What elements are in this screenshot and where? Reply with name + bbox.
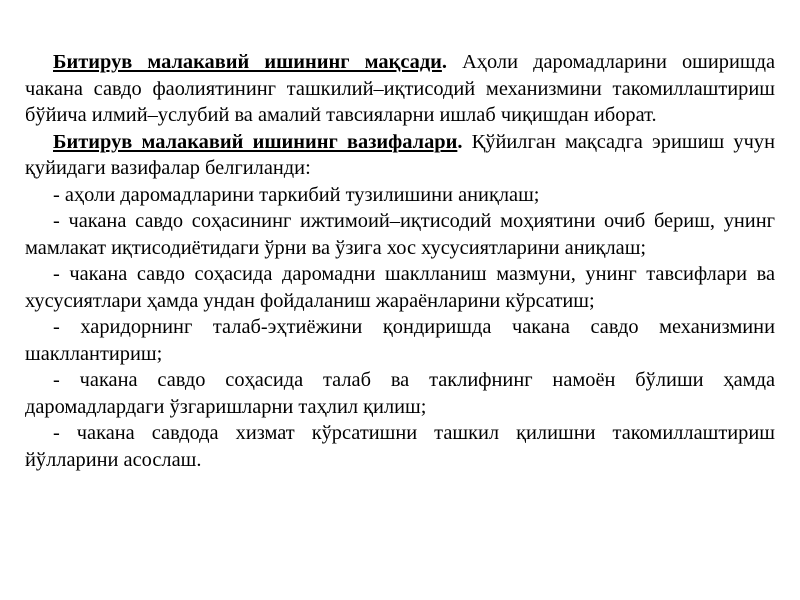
task-item: - чакана савдо соҳасининг ижтимоий–иқтисодий моҳиятини очиб бериш, унинг мамлакат иқтисодиётидаги ўрни ва ўзига хос хусусиятларини аниқлаш; bbox=[25, 210, 775, 259]
purpose-text: Аҳоли даромадларини оширишда чакана савдо фаолиятининг ташкилий–иқтисодий механизмини такомиллаштириш бўйича илмий–услубий ва амалий тавсияларни ишлаб чиқишдан иборат. bbox=[25, 51, 775, 126]
task-item: - чакана савдо соҳасида даромадни шаклланиш мазмуни, унинг тавсифлари ва хусусиятлари ҳамда ундан фойдаланиш жараёнларини кўрсатиш; bbox=[25, 263, 775, 312]
tasks-text: Қўйилган мақсадга эришиш учун қуйидаги вазифалар белгиланди: bbox=[25, 130, 775, 179]
tasks-heading: Битирув малакавий ишининг вазифалари bbox=[53, 130, 458, 153]
document-page bbox=[25, 49, 775, 473]
task-item: - чакана савдода хизмат кўрсатишни ташкил қилишни такомиллаштириш йўлларини асослаш. bbox=[25, 422, 775, 471]
purpose-paragraph bbox=[25, 49, 775, 129]
tasks-heading-period: . bbox=[457, 130, 463, 153]
purpose-heading: Битирув малакавий ишининг мақсади bbox=[53, 51, 442, 73]
tasks-paragraph bbox=[25, 129, 775, 182]
task-item: - чакана савдо соҳасида талаб ва таклифнинг намоён бўлиши ҳамда даромадлардаги ўзгаришларни таҳлил қилиш; bbox=[25, 369, 775, 418]
task-item: - аҳоли даромадларини таркибий тузилишини аниқлаш; bbox=[53, 183, 540, 206]
purpose-heading-period: . bbox=[441, 51, 447, 73]
task-item: - харидорнинг талаб-эҳтиёжини қондиришда чакана савдо механизмини шакллантириш; bbox=[25, 316, 775, 365]
